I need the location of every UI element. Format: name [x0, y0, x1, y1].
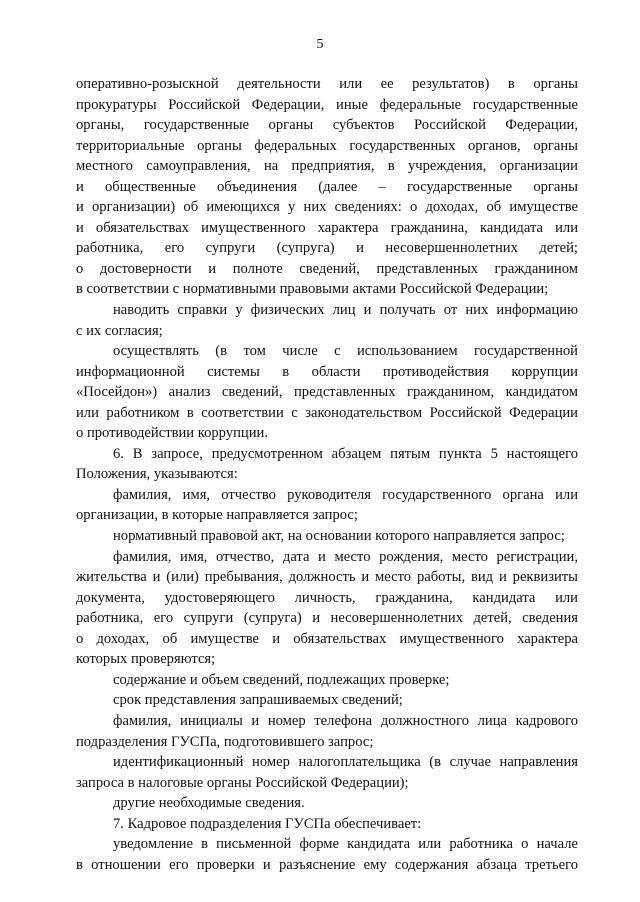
text-line: осуществлять (в том числе с использованием государственной: [113, 343, 578, 360]
page-number: 5: [316, 37, 324, 52]
text-line: другие необходимые сведения.: [113, 795, 305, 812]
paragraph: [76, 300, 578, 341]
paragraph: [76, 444, 578, 485]
text-line: работника, его супруги (супруга) и несовершеннолетних детей;: [76, 240, 578, 257]
paragraph: [76, 834, 578, 875]
text-line: «Посейдон») анализ сведений, представленных гражданином, кандидатом: [76, 384, 578, 401]
text-line: организации, в которые направляется запрос;: [76, 507, 358, 524]
text-line: о доходах, об имуществе и обязательствах имущественного характера: [76, 630, 578, 647]
text-line: подразделения ГУСПа, подготовившего запрос;: [76, 733, 374, 750]
paragraph: [76, 752, 578, 793]
paragraph: [76, 690, 578, 711]
text-line: органы, государственные органы субъектов Российской Федерации,: [76, 117, 578, 134]
text-line: местного самоуправления, на предприятия, в учреждения, организации: [76, 158, 578, 175]
paragraph: [76, 793, 578, 814]
text-line: и организации) об имеющихся у них сведениях: о доходах, об имуществе: [76, 199, 578, 216]
paragraph: [76, 341, 578, 444]
text-line: в соответствии с нормативными правовыми актами Российской Федерации;: [76, 281, 549, 298]
text-line: фамилия, инициалы и номер телефона должностного лица кадрового: [113, 712, 578, 729]
text-line: территориальные органы федеральных государственных органов, органы: [76, 137, 578, 154]
text-line: запроса в налоговые органы Российской Федерации);: [76, 774, 409, 791]
text-line: и обязательствах имущественного характера гражданина, кандидата или: [76, 219, 578, 236]
text-line: прокуратуры Российской Федерации, иные федеральные государственные: [76, 96, 578, 113]
text-line: жительства и (или) пребывания, должность и место работы, вид и реквизиты: [76, 569, 578, 586]
text-line: в отношении его проверки и разъяснение ему содержания абзаца третьего: [76, 856, 578, 873]
text-line: 7. Кадровое подразделения ГУСПа обеспечивает:: [113, 815, 422, 832]
text-line: информационной системы в области противодействия коррупции: [76, 363, 578, 380]
text-line: Положения, указываются:: [76, 466, 238, 483]
text-line: идентификационный номер налогоплательщика (в случае направления: [113, 754, 578, 771]
document-body: [76, 74, 578, 875]
text-line: срок представления запрашиваемых сведений;: [113, 692, 403, 709]
text-line: наводить справки у физических лиц и получать от них информацию: [113, 302, 578, 319]
paragraph: [76, 526, 578, 547]
text-line: с их согласия;: [76, 322, 163, 339]
text-line: работника, его супруги (супруга) и несовершеннолетних детей, сведения: [76, 610, 578, 627]
paragraph: [76, 485, 578, 526]
text-line: и общественные объединения (далее – государственные органы: [76, 178, 578, 195]
text-line: о достоверности и полноте сведений, представленных гражданином: [76, 260, 578, 277]
paragraph: [76, 814, 578, 835]
text-line: оперативно-розыскной деятельности или ее результатов) в органы: [76, 76, 578, 92]
text-line: документа, удостоверяющего личность, гражданина, кандидата или: [76, 589, 578, 606]
text-line: 6. В запросе, предусмотренном абзацем пятым пункта 5 настоящего: [113, 445, 578, 462]
text-line: которых проверяются;: [76, 651, 216, 668]
text-line: уведомление в письменной форме кандидата или работника о начале: [113, 836, 578, 853]
text-line: фамилия, имя, отчество руководителя государственного органа или: [113, 486, 578, 503]
paragraph: [76, 547, 578, 670]
paragraph: [76, 711, 578, 752]
paragraph: [76, 74, 578, 300]
text-line: о противодействии коррупции.: [76, 425, 268, 442]
text-line: содержание и объем сведений, подлежащих проверке;: [113, 671, 450, 688]
paragraph: [76, 670, 578, 691]
text-line: нормативный правовой акт, на основании которого направляется запрос;: [113, 528, 565, 545]
text-line: или работником в соответствии с законодательством Российской Федерации: [76, 404, 578, 421]
text-line: фамилия, имя, отчество, дата и место рождения, место регистрации,: [113, 548, 578, 565]
